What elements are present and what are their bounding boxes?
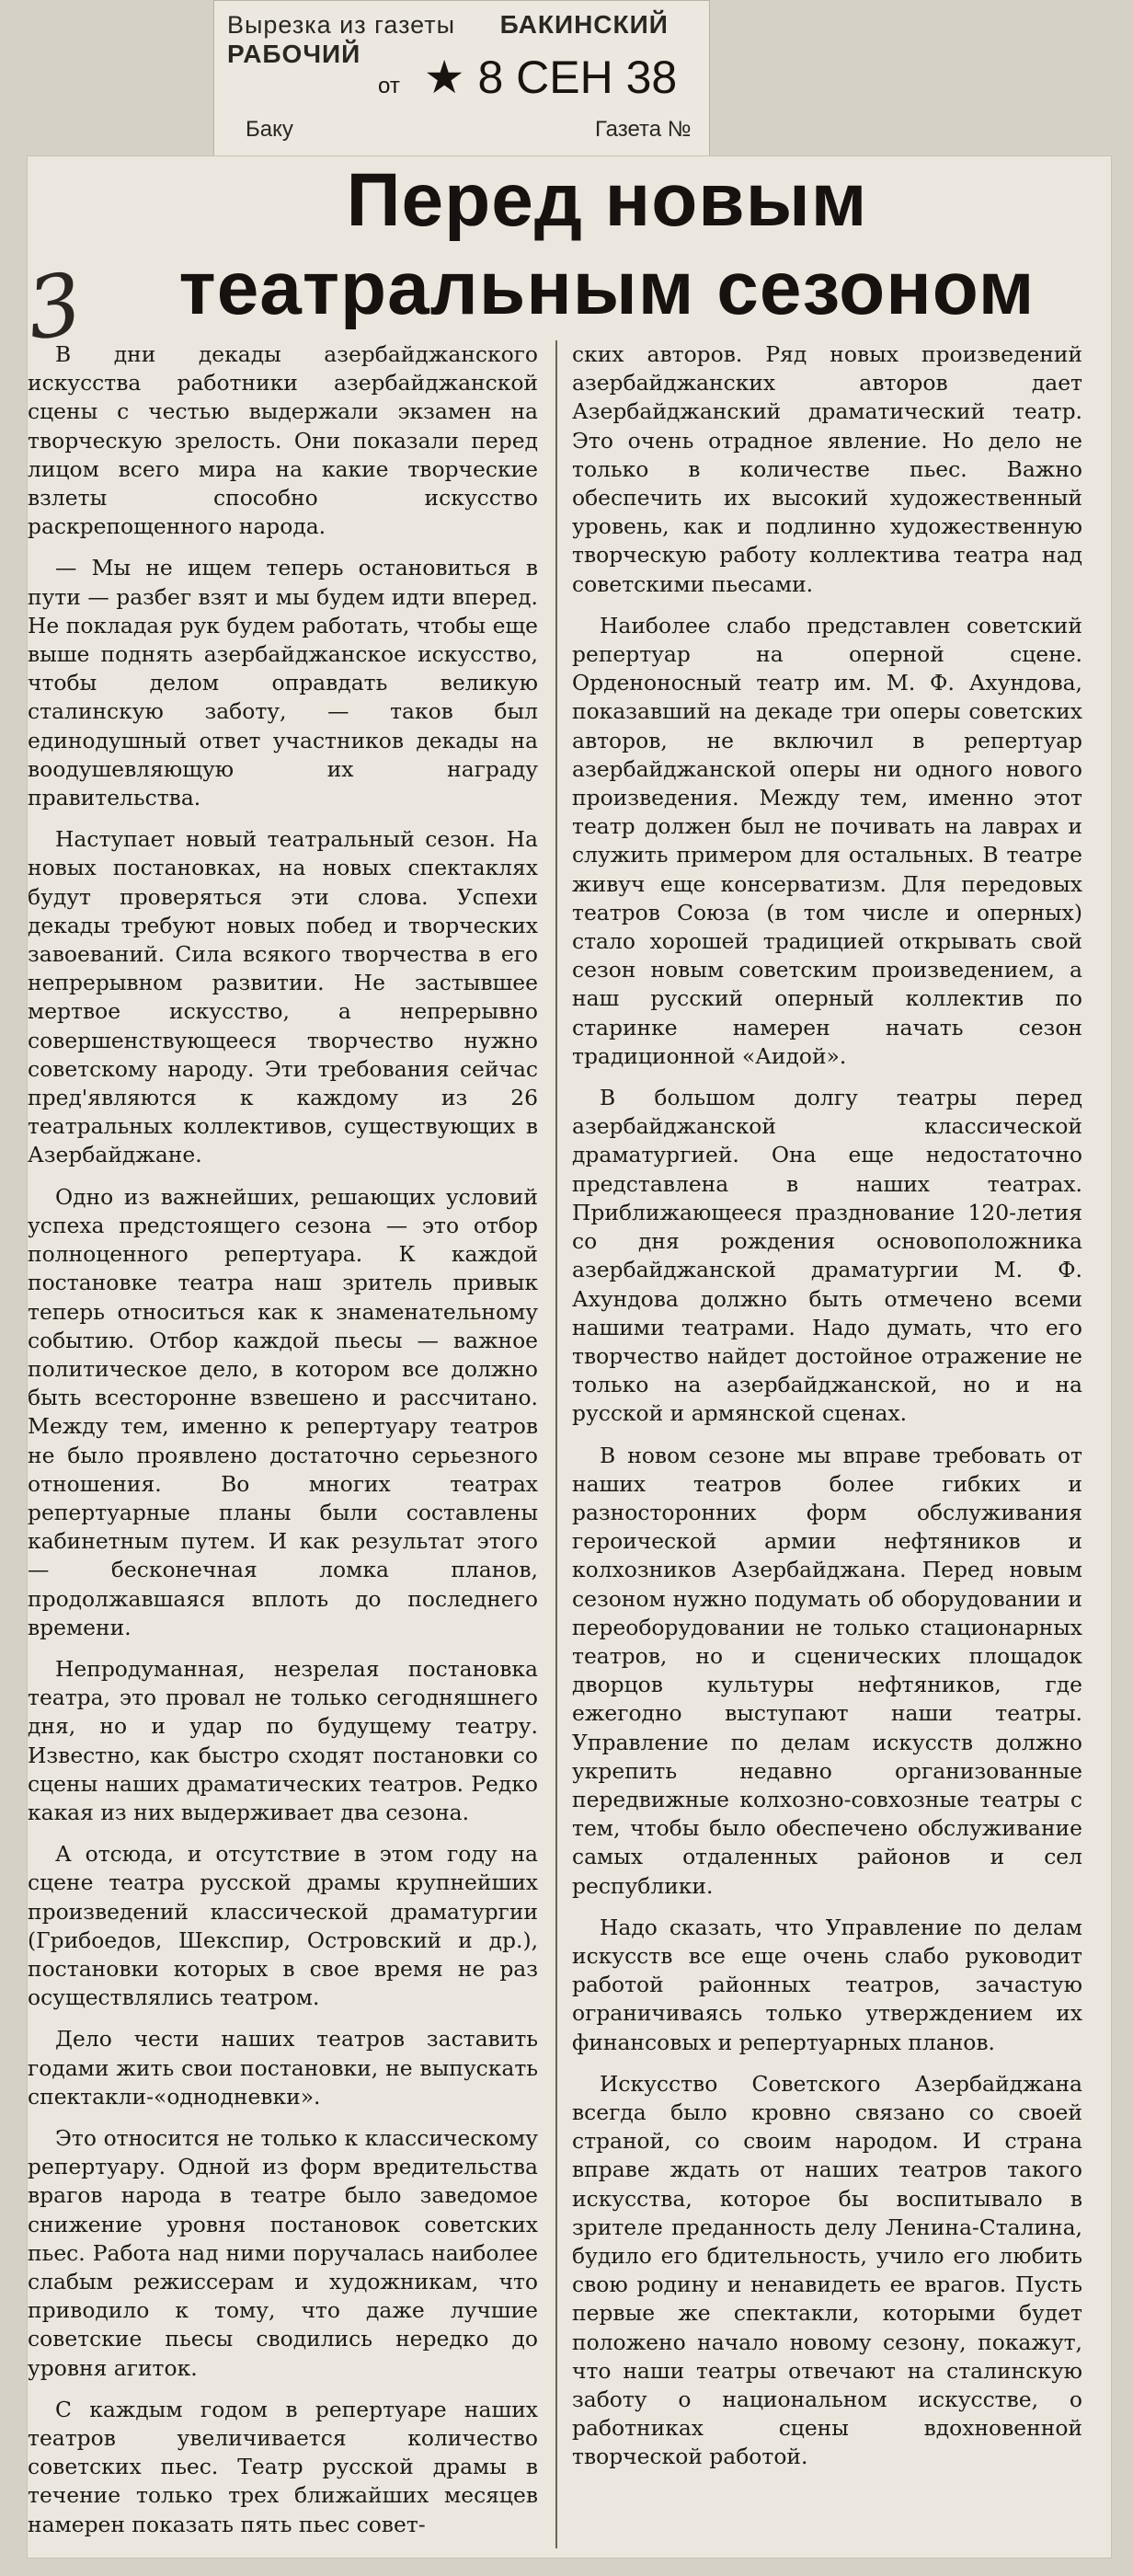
clipping-stamp [213,0,710,156]
paragraph: Непродуманная, незрелая постановка театра, это провал не только сегодняшнего дня, но и удар по будущему театру. Известно, как быстро сходят постановки со сцены наших драматических театров. Редко какая из них выдерживает два сезона. [28,1655,538,1825]
paragraph: — Мы не ищем теперь остановиться в пути — разбег взят и мы будем идти вперед. Не покладая рук будем работать, чтобы еще выше поднять азербайджанское искусство, чтобы делом оправдать великую сталинскую заботу, — таков был единодушный ответ участников декады на воодушевляющую их награду правительства. [28,555,538,811]
paragraph: Наступает новый театральный сезон. На новых постановках, на новых спектаклях будут проверяться эти слова. Успехи декады требуют новых побед и творческих завоеваний. Сила всякого творчества в его непрерывном развитии. Не застывшее мертвое искусство, а непрерывно совершенствующееся творчество нужно советскому народу. Эти требования сейчас пред'являются к каждому из 26 театральных коллективов, существующих в Азербайджане. [28,826,538,1168]
title-line-1: Перед новым [346,158,868,242]
handwritten-mark: 3 [20,254,88,360]
paragraph: ских авторов. Ряд новых произведений азербайджанских авторов дает Азербайджанский драматический театр. Это очень отрадное явление. Но дело не только в количестве пьес. Важно обеспечить их высокий художественный уровень, как и подлинно художественную творческую работу коллектива театра над советскими пьесами. [572,341,1082,597]
paragraph: Искусство Советского Азербайджана всегда было кровно связано со своей страной, со своим народом. И страна вправе ждать от наших театров такого искусства, которое бы воспитывало в зрителе преданность делу Ленина-Сталина, будило его бдительность, учило его любить свою родину и ненавидеть ее врагов. Пусть первые же спектакли, которыми будет положено начало новому сезону, покажут, что наши театры отвечают на сталинскую заботу о национальном искусстве, о работниках сцены вдохновенной творческой работой. [572,2070,1082,2470]
newspaper-clipping [20,156,1111,2558]
clipping-label: Вырезка из газеты [227,11,456,39]
city-label: Баку [246,117,293,142]
newspaper-number-label: Газета № [595,117,692,142]
date-value: 8 СЕН 38 [477,52,678,103]
right-column [572,340,1082,2472]
stamp-footer [246,117,705,143]
paragraph: В новом сезоне мы вправе требовать от наших театров более гибких и разносторонних форм обслуживания героической армии нефтяников и колхозников Азербайджана. Перед новым сезоном нужно подумать об оборудовании и переоборудовании не только стационарных театров, но и сценических площадок дворцов культуры нефтяников, где ежегодно выступают наши театры. Управление по делам искусств должно укрепить недавно организованные передвижные колхозно-совхозные театры с тем, чтобы было обеспечено обслуживание самых отдаленных районов и сел республики. [572,1442,1082,1899]
column-divider [555,340,557,2548]
paragraph: Наиболее слабо представлен советский репертуар на оперной сцене. Орденоносный театр им. М. Ф. Ахундова, показавший на декаде три оперы советских авторов, не включил в репертуар азербайджанской оперы ни одного нового произведения. Между тем, именно этот театр должен был не почивать на лаврах и служить примером для остальных. В театре живуч еще консерватизм. Для передовых театров Союза (в том числе и оперных) стало хорошей традицией открывать свой сезон новым советским произведением, а наш русский оперный коллектив по старинке намерен начать сезон традиционной «Аидой». [572,612,1082,1069]
date-prefix: от [378,74,400,98]
article-title [166,156,1048,333]
paragraph: С каждым годом в репертуаре наших театров увеличивается количество советских пьес. Театр русской драмы в течение только трех ближайших месяцев намерен показать пять пьес совет- [28,2396,538,2537]
paragraph: А отсюда, и отсутствие в этом году на сцене театра русской драмы крупнейших произведений классической драматургии (Грибоедов, Шекспир, Островский и др.), постановки которых в свое время не раз осуществлялись театром. [28,1841,538,2011]
stamp-date [378,51,677,104]
paragraph: В большом долгу театры перед азербайджанской классической драматургией. Она еще недостаточно представлена в наших театрах. Приближающееся празднование 120-летия со дня рождения основоположника азербайджанской драматургии М. Ф. Ахундова должно быть отмечено всеми нашими театрами. Надо думать, что его творчество найдет достойное отражение не только на азербайджанской, но и на русской и армянской сценах. [572,1085,1082,1427]
star-icon: ★ [423,52,465,103]
title-line-2: театральным сезоном [178,247,1036,330]
newspaper-name: БАКИНСКИЙ РАБОЧИЙ [227,10,669,68]
paragraph: В дни декады азербайджанского искусства работники азербайджанской сцены с честью выдержали экзамен на творческую зрелость. Они показали перед лицом всего мира на какие творческие взлеты способно искусство раскрепощенного народа. [28,341,538,540]
paragraph: Дело чести наших театров заставить годами жить свои постановки, не выпускать спектакли-«однодневки». [28,2026,538,2110]
paragraph: Это относится не только к классическому репертуару. Одной из форм вредительства врагов народа в театре было заведомое снижение уровня постановок советских пьес. Работа над ними поручалась наиболее слабым режиссерам и художникам, что приводило к тому, что даже лучшие советские пьесы сводились нередко до уровня агиток. [28,2124,538,2381]
paragraph: Одно из важнейших, решающих условий успеха предстоящего сезона — это отбор полноценного репертуара. К каждой постановке театра наш зритель привык теперь относиться как к знаменательному событию. Отбор каждой пьесы — важное политическое дело, в котором все должно быть всесторонне взвешено и рассчитано. Между тем, именно к репертуару театров не было проявлено достаточно серьезного отношения. Во многих театрах репертуарные планы были составлены кабинетным путем. И как результат этого — бесконечная ломка планов, продолжавшаяся вплоть до последнего времени. [28,1183,538,1640]
left-column [28,340,538,2539]
paragraph: Надо сказать, что Управление по делам искусств все еще очень слабо руководит работой районных театров, зачастую ограничиваясь только утверждением их финансовых и репертуарных планов. [572,1914,1082,2055]
